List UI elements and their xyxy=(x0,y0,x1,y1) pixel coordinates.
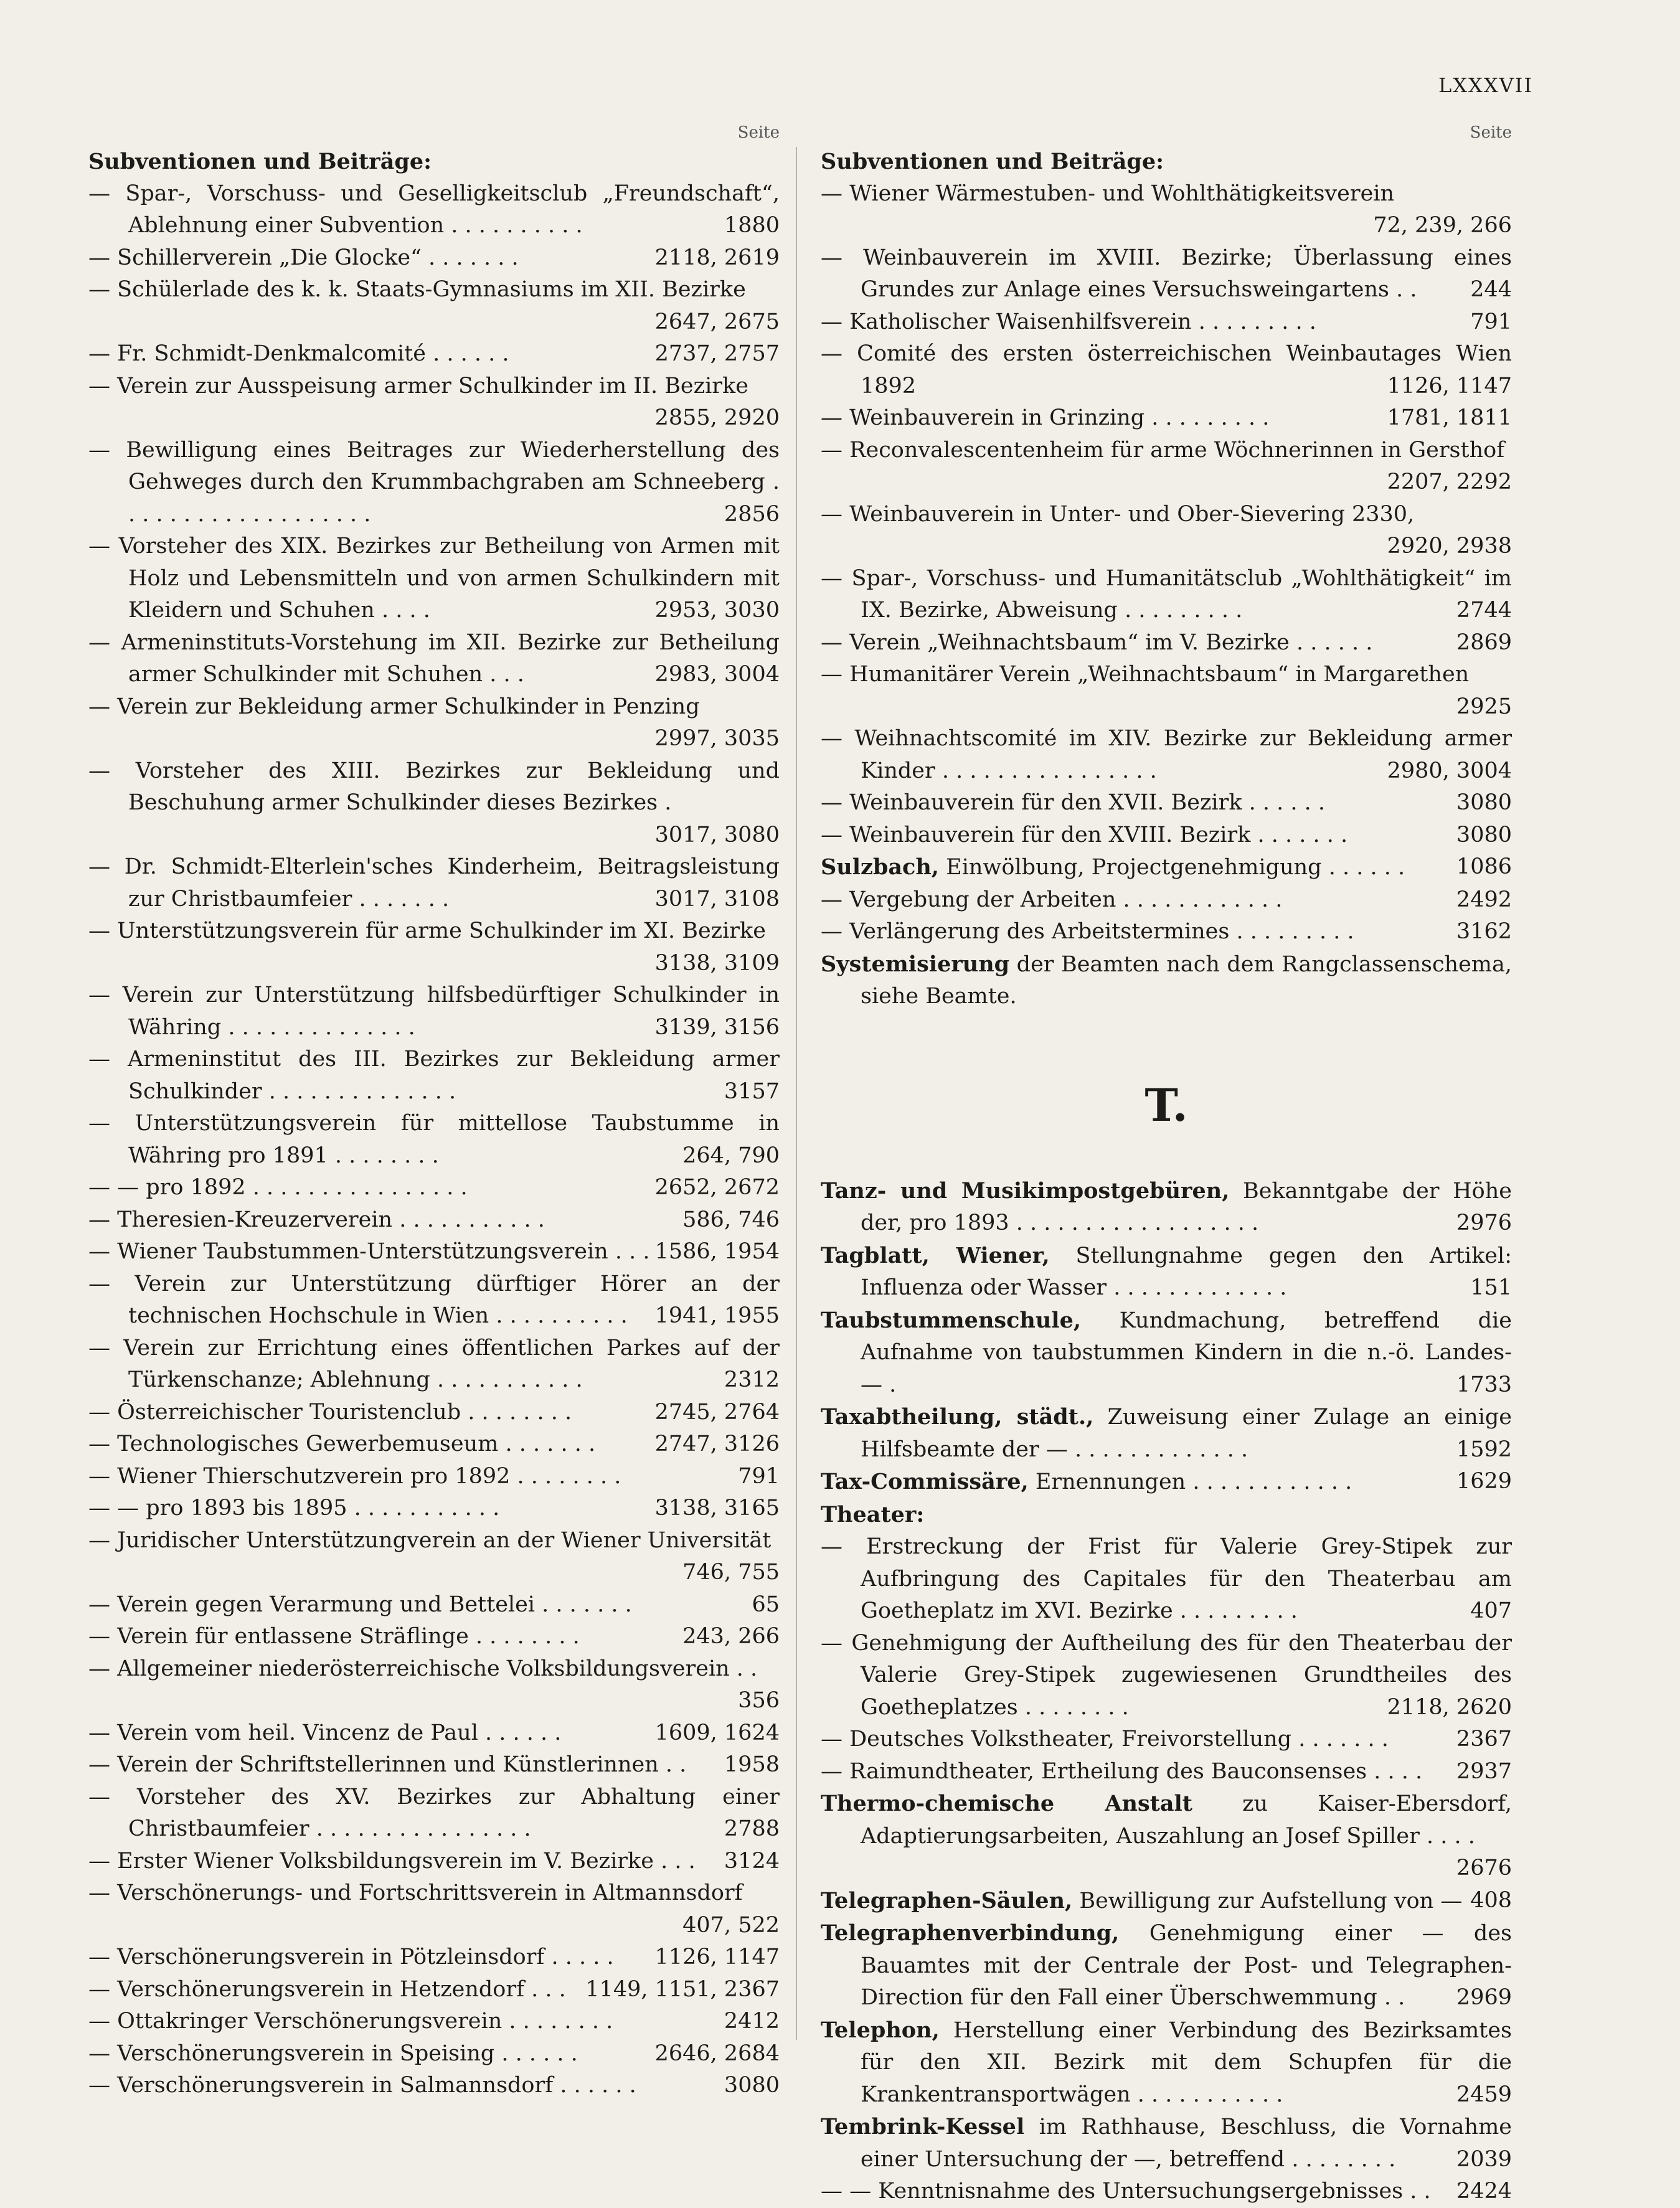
entry-keyword: Thermo-chemische Anstalt xyxy=(821,1791,1192,1816)
entry-page-ref: 65 xyxy=(752,1592,780,1617)
entry-page-ref: 72, 239, 266 xyxy=(1373,213,1512,238)
index-entry xyxy=(821,1788,1512,1885)
index-entry xyxy=(88,178,780,242)
entry-keyword: Telegraphen-Säulen, xyxy=(821,1887,1073,1913)
index-entry xyxy=(88,1428,780,1461)
entry-page-ref: 2869 xyxy=(1456,630,1512,655)
entry-page-ref: 3139, 3156 xyxy=(654,1014,780,1040)
entry-text: — Verschönerungsverein in Salmannsdorf . . . . . . xyxy=(88,2073,636,2098)
index-entry xyxy=(88,691,780,755)
right-column xyxy=(821,122,1512,2208)
entry-keyword: Taubstummenschule, xyxy=(821,1307,1082,1333)
entry-text: — Wiener Wärmestuben- und Wohlthätigkeitsverein xyxy=(821,181,1395,206)
entry-page-ref: 407 xyxy=(1470,1598,1512,1623)
index-entry xyxy=(88,1172,780,1204)
entry-text: — Schillerverein „Die Glocke“ . . . . . . . xyxy=(88,245,519,270)
index-entry xyxy=(88,531,780,627)
entry-text: — Österreichischer Touristenclub . . . . . . . . xyxy=(88,1399,572,1425)
entry-text: Einwölbung, Projectgenehmigung . . . . . . xyxy=(946,855,1405,880)
entry-keyword: Telephon, xyxy=(821,2017,940,2043)
left-column xyxy=(88,122,780,2102)
index-entry xyxy=(821,1917,1512,2014)
entry-page-ref: 407, 522 xyxy=(682,1912,780,1938)
index-entry xyxy=(821,787,1512,819)
entry-page-ref: 2646, 2684 xyxy=(654,2041,780,2066)
entry-keyword: Telegraphenverbindung, xyxy=(821,1920,1120,1946)
entry-page-ref: 2744 xyxy=(1456,598,1512,623)
entry-text: — — Kenntnisnahme des Untersuchungsergebnisses . . xyxy=(821,2179,1431,2204)
entry-text: — Verschönerungsverein in Pötzleinsdorf . . . . . xyxy=(88,1945,614,1970)
entry-page-ref: 2969 xyxy=(1456,1985,1512,2010)
index-entry xyxy=(821,1885,1512,1918)
section-heading: Subventionen und Beiträge: xyxy=(88,149,432,174)
index-entry xyxy=(88,1525,780,1589)
entry-page-ref: 244 xyxy=(1470,277,1512,302)
entry-keyword: Tembrink-Kessel xyxy=(821,2114,1025,2140)
index-entry xyxy=(821,851,1512,884)
entry-page-ref: 2983, 3004 xyxy=(654,662,780,687)
index-entry xyxy=(821,659,1512,723)
entry-page-ref: 2855, 2920 xyxy=(654,405,780,430)
entry-page-ref: 3138, 3165 xyxy=(654,1496,780,1521)
index-entry xyxy=(821,1305,1512,1402)
entry-text: — Verein vom heil. Vincenz de Paul . . . . . . xyxy=(88,1720,562,1745)
entry-page-ref: 3138, 3109 xyxy=(654,950,780,976)
index-entry xyxy=(88,435,780,531)
index-entry xyxy=(821,819,1512,852)
index-entry xyxy=(88,1846,780,1878)
entry-text: — Comité des ersten österreichischen Weinbautages Wien 1892 xyxy=(821,341,1512,399)
entry-page-ref: 2652, 2672 xyxy=(654,1175,780,1200)
index-entry xyxy=(88,915,780,979)
entry-page-ref: 2788 xyxy=(724,1816,780,1841)
index-entry xyxy=(88,1941,780,1974)
entry-page-ref: 1733 xyxy=(1456,1372,1512,1397)
entry-page-ref: 791 xyxy=(1470,309,1512,334)
entry-page-ref: 2737, 2757 xyxy=(654,341,780,366)
entry-text: — Ottakringer Verschönerungsverein . . . . . . . . xyxy=(88,2009,613,2034)
entry-page-ref: 3080 xyxy=(1456,790,1512,815)
entry-page-ref: 2920, 2938 xyxy=(1387,534,1512,559)
index-entry xyxy=(88,1781,780,1846)
index-entry xyxy=(88,1268,780,1333)
index-entry xyxy=(821,563,1512,627)
index-entry xyxy=(88,1493,780,1525)
entry-text: — — pro 1893 bis 1895 . . . . . . . . . . . xyxy=(88,1496,500,1521)
entry-text: im Rathhause, Beschluss, die Vornahme einer Untersuchung der —, betreffend . . . . . . . . xyxy=(861,2115,1512,2172)
seite-label: Seite xyxy=(1470,123,1512,142)
index-entry xyxy=(88,1204,780,1237)
entry-text: — Vorsteher des XIII. Bezirkes zur Bekleidung und Beschuhung armer Schulkinder dieses Bezirkes . xyxy=(88,758,780,815)
entry-text: — Spar-, Vorschuss- und Humanitätsclub „Wohlthätigkeit“ im IX. Bezirke, Abweisung . . . . . . . . . xyxy=(821,565,1512,623)
entry-text: Ernennungen . . . . . . . . . . . . xyxy=(1035,1470,1352,1494)
index-entry xyxy=(88,1621,780,1653)
index-entry xyxy=(88,1044,780,1108)
entry-page-ref: 1149, 1151, 2367 xyxy=(585,1976,780,2002)
entry-text: Zuweisung einer Zulage an einige Hilfsbeamte der — . . . . . . . . . . . . . xyxy=(861,1405,1512,1462)
entry-text: — — pro 1892 . . . . . . . . . . . . . . . . xyxy=(88,1175,468,1200)
index-entry xyxy=(88,2006,780,2038)
entry-text: — Spar-, Vorschuss- und Geselligkeitsclub „Freundschaft“, Ablehnung einer Subvention . . . . . . . . . . xyxy=(88,181,780,238)
entry-text: — Verein zur Unterstützung dürftiger Hörer an der technischen Hochschule in Wien . . . . . . . . . . xyxy=(88,1271,780,1328)
entry-page-ref: 2937 xyxy=(1456,1758,1512,1784)
index-entry xyxy=(821,402,1512,435)
index-entry xyxy=(88,1589,780,1621)
entry-page-ref: 2207, 2292 xyxy=(1387,469,1512,494)
entry-page-ref: 2367 xyxy=(1456,1727,1512,1752)
entry-text: — Technologisches Gewerbemuseum . . . . . . . xyxy=(88,1432,596,1456)
entry-text: — Verein zur Bekleidung armer Schulkinder in Penzing xyxy=(88,694,700,719)
left-entry-list xyxy=(88,178,780,2102)
entry-keyword: Tagblatt, Wiener, xyxy=(821,1242,1050,1268)
entry-page-ref: 1629 xyxy=(1456,1469,1512,1494)
entry-text: — Fr. Schmidt-Denkmalcomité . . . . . . xyxy=(88,341,509,366)
entry-text: — Weinbauverein in Grinzing . . . . . . . . . xyxy=(821,405,1270,430)
index-entry xyxy=(88,1333,780,1397)
entry-text: — Raimundtheater, Ertheilung des Bauconsenses . . . . xyxy=(821,1758,1423,1784)
index-entry xyxy=(88,1108,780,1172)
index-entry xyxy=(821,2014,1512,2111)
section-heading: Subventionen und Beiträge: xyxy=(821,149,1164,174)
index-entry xyxy=(821,948,1512,1013)
entry-page-ref: 2424 xyxy=(1456,2179,1512,2204)
index-entry xyxy=(821,1401,1512,1466)
index-entry xyxy=(821,916,1512,948)
entry-page-ref: 264, 790 xyxy=(682,1143,780,1168)
entry-page-ref: 2980, 3004 xyxy=(1387,758,1512,783)
entry-text: — Juridischer Unterstützungverein an der Wiener Universität xyxy=(88,1527,772,1553)
entry-text: — Schülerlade des k. k. Staats-Gymnasiums im XII. Bezirke xyxy=(88,277,746,302)
index-entry xyxy=(821,1240,1512,1305)
entry-text: — Weinbauverein im XVIII. Bezirke; Überlassung eines Grundes zur Anlage eines Versuchsweingartens . . xyxy=(821,245,1512,302)
right-entry-list xyxy=(821,178,1512,852)
index-entry xyxy=(88,1974,780,2006)
seite-label: Seite xyxy=(737,123,780,142)
entry-text: — Unterstützungsverein für arme Schulkinder im XI. Bezirke xyxy=(88,918,766,943)
entry-text: — Verschönerungsverein in Hetzendorf . . . xyxy=(88,1976,566,2002)
index-entry xyxy=(821,1724,1512,1756)
entry-text: — Wiener Thierschutzverein pro 1892 . . . . . . . . xyxy=(88,1463,621,1489)
index-entry xyxy=(821,435,1512,499)
entry-text: — Weinbauverein in Unter- und Ober-Sievering 2330, xyxy=(821,501,1415,527)
index-entry xyxy=(88,1749,780,1781)
index-entry xyxy=(821,242,1512,306)
entry-keyword: Tanz- und Musikimpostgebüren, xyxy=(821,1177,1230,1204)
entry-page-ref: 1781, 1811 xyxy=(1387,405,1512,430)
entry-text: — Verein „Weihnachtsbaum“ im V. Bezirke . . . . . . xyxy=(821,630,1373,655)
index-entry xyxy=(88,1653,780,1717)
entry-text: Bekanntgabe der Höhe der, pro 1893 . . . . . . . . . . . . . . . . . . xyxy=(861,1178,1512,1235)
index-entry xyxy=(88,2070,780,2102)
index-entry xyxy=(88,2038,780,2070)
entry-page-ref: 1592 xyxy=(1456,1437,1512,1462)
entry-page-ref: 1609, 1624 xyxy=(654,1720,780,1745)
index-entry xyxy=(88,274,780,338)
entry-text: — Unterstützungsverein für mittellose Taubstumme in Währing pro 1891 . . . . . . . . xyxy=(88,1111,780,1168)
entry-text: — Verein der Schriftstellerinnen und Künstlerinnen . . xyxy=(88,1752,687,1777)
entry-text: — Wiener Taubstummen-Unterstützungsverein . . . xyxy=(88,1239,650,1264)
index-entry xyxy=(821,338,1512,402)
entry-page-ref: 151 xyxy=(1470,1275,1512,1300)
entry-text: — Vorsteher des XV. Bezirkes zur Abhaltung einer Christbaumfeier . . . . . . . . . . . . . . . . xyxy=(88,1784,780,1841)
entry-text: — Genehmigung der Auftheilung des für den Theaterbau der Valerie Grey-Stipek zugewiesenen Grundtheiles des Goetheplatzes . . . . . . . . xyxy=(821,1630,1512,1720)
index-entry xyxy=(821,2176,1512,2208)
entry-text: — Bewilligung eines Beitrages zur Wiederherstellung des Gehweges durch den Krummbachgraben am Schneeberg . . . . . . . . . . . . . . . . . . . xyxy=(88,437,780,527)
entry-keyword: Sulzbach, xyxy=(821,854,939,880)
entry-text: Bewilligung zur Aufstellung von — xyxy=(1079,1888,1463,1913)
entry-page-ref: 3162 xyxy=(1456,919,1512,944)
entry-page-ref: 3017, 3080 xyxy=(654,822,780,847)
entry-page-ref: 2039 xyxy=(1456,2146,1512,2172)
entry-page-ref: 2118, 2620 xyxy=(1387,1694,1512,1720)
entry-text: Stellungnahme gegen den Artikel: Influenza oder Wasser . . . . . . . . . . . . . xyxy=(861,1243,1512,1300)
entry-page-ref: 1086 xyxy=(1456,854,1512,879)
entry-text: — Verein zur Ausspeisung armer Schulkinder im II. Bezirke xyxy=(88,373,748,399)
entry-text: — Erster Wiener Volksbildungsverein im V. Bezirke . . . xyxy=(88,1848,696,1874)
index-entry xyxy=(88,851,780,915)
entry-page-ref: 2118, 2619 xyxy=(654,245,780,270)
index-entry xyxy=(821,1499,1512,1532)
entry-page-ref: 2412 xyxy=(724,2009,780,2034)
index-entry xyxy=(88,1236,780,1268)
entry-text: der Beamten nach dem Rangclassenschema, siehe Beamte. xyxy=(861,951,1512,1009)
index-entry xyxy=(88,755,780,852)
index-entry xyxy=(821,723,1512,787)
entry-text: — Armeninstitut des III. Bezirkes zur Bekleidung armer Schulkinder . . . . . . . . . . . . . . xyxy=(88,1047,780,1104)
entry-text: — Verein gegen Verarmung und Bettelei . . . . . . . xyxy=(88,1592,632,1617)
entry-page-ref: 1941, 1955 xyxy=(654,1303,780,1328)
entry-text: — Humanitärer Verein „Weihnachtsbaum“ in Margarethen xyxy=(821,662,1470,687)
entry-page-ref: 2647, 2675 xyxy=(654,309,780,334)
entry-text: — Verlängerung des Arbeitstermines . . . . . . . . . xyxy=(821,919,1354,944)
entry-text: zu Kaiser-Ebersdorf, Adaptierungsarbeiten, Auszahlung an Josef Spiller . . . . xyxy=(861,1791,1512,1849)
entry-text: — Weihnachtscomité im XIV. Bezirke zur Bekleidung armer Kinder . . . . . . . . . . . . . . . . xyxy=(821,726,1512,783)
entry-page-ref: 2459 xyxy=(1456,2082,1512,2107)
entry-page-ref: 2676 xyxy=(1456,1856,1512,1880)
entry-page-ref: 3080 xyxy=(724,2073,780,2098)
entry-text: Kundmachung, betreffend die Aufnahme von taubstummen Kindern in die n.-ö. Landes- — . xyxy=(861,1308,1512,1397)
entry-keyword: Theater: xyxy=(821,1501,925,1527)
section-letter: T. xyxy=(1144,1078,1188,1131)
index-entry xyxy=(88,1397,780,1429)
entry-text: — Verschönerungs- und Fortschrittsverein in Altmannsdorf xyxy=(88,1880,743,1905)
entry-text: — Erstreckung der Frist für Valerie Grey-Stipek zur Aufbringung des Capitales für den Theaterbau am Goetheplatz im XVI. Bezirke . . . . . . . . . xyxy=(821,1534,1512,1623)
entry-page-ref: 1126, 1147 xyxy=(654,1945,780,1970)
entry-page-ref: 2953, 3030 xyxy=(654,598,780,623)
index-entry xyxy=(821,2111,1512,2176)
entry-page-ref: 2745, 2764 xyxy=(654,1399,780,1425)
entry-text: — Armeninstituts-Vorstehung im XII. Bezirke zur Betheilung armer Schulkinder mit Schuhen . . . xyxy=(88,630,780,687)
entry-text: — Weinbauverein für den XVII. Bezirk . . . . . . xyxy=(821,790,1326,815)
page-number: LXXXVII xyxy=(1438,73,1533,97)
entry-page-ref: 586, 746 xyxy=(682,1207,780,1232)
index-entry xyxy=(88,370,780,435)
entry-text: — Deutsches Volkstheater, Freivorstellung . . . . . . . xyxy=(821,1727,1389,1752)
entry-text: — Dr. Schmidt-Elterlein'sches Kinderheim, Beitragsleistung zur Christbaumfeier . . . . . . . xyxy=(88,854,780,912)
entry-text: — Vergebung der Arbeiten . . . . . . . . . . . . xyxy=(821,887,1283,912)
entry-page-ref: 1958 xyxy=(724,1752,780,1777)
entry-page-ref: 1586, 1954 xyxy=(654,1239,780,1264)
t-entry-list xyxy=(821,1175,1512,2208)
entry-text: — Katholischer Waisenhilfsverein . . . . . . . . . xyxy=(821,309,1316,334)
entry-text: Genehmigung einer — des Bauamtes mit der Centrale der Post- und Telegraphen-Direction für den Fall einer Überschwemmung . . xyxy=(861,1921,1512,2010)
index-entry xyxy=(88,1877,780,1941)
index-entry xyxy=(821,627,1512,659)
index-entry xyxy=(88,979,780,1044)
entry-text: — Allgemeiner niederösterreichische Volksbildungsverein . . xyxy=(88,1656,758,1681)
entry-keyword: Taxabtheilung, städt., xyxy=(821,1404,1094,1430)
entry-text: — Theresien-Kreuzerverein . . . . . . . . . . . xyxy=(88,1207,545,1232)
entry-text: — Verein zur Unterstützung hilfsbedürftiger Schulkinder in Währing . . . . . . . . . . . . . . xyxy=(88,983,780,1040)
column-divider xyxy=(796,147,797,2040)
entry-page-ref: 2925 xyxy=(1456,694,1512,719)
entry-keyword: Tax-Commissäre, xyxy=(821,1469,1029,1494)
entry-page-ref: 1880 xyxy=(724,213,780,238)
entry-keyword: Systemisierung xyxy=(821,951,1010,977)
index-entry xyxy=(821,1756,1512,1788)
entry-page-ref: 791 xyxy=(738,1463,780,1489)
entry-text: — Vorsteher des XIX. Bezirkes zur Betheilung von Armen mit Holz und Lebensmitteln und von armen Schulkindern mit Kleidern und Schuhen . . . . xyxy=(88,534,780,623)
entry-text: — Reconvalescentenheim für arme Wöchnerinnen in Gersthof xyxy=(821,437,1505,463)
entry-text: Herstellung einer Verbindung des Bezirksamtes für den XII. Bezirk mit dem Schupfen für die Krankentransportwägen . . . . . . . . . . . xyxy=(861,2017,1512,2107)
index-entry xyxy=(821,1175,1512,1240)
index-entry xyxy=(88,1461,780,1493)
entry-page-ref: 243, 266 xyxy=(682,1624,780,1649)
entry-page-ref: 3157 xyxy=(724,1078,780,1104)
index-entry xyxy=(821,499,1512,563)
entry-page-ref: 2312 xyxy=(724,1367,780,1392)
entry-page-ref: 3124 xyxy=(724,1848,780,1874)
entry-page-ref: 3017, 3108 xyxy=(654,886,780,912)
entry-page-ref: 2997, 3035 xyxy=(654,726,780,751)
entry-page-ref: 408 xyxy=(1470,1887,1512,1913)
index-entry xyxy=(821,178,1512,242)
index-entry xyxy=(821,1628,1512,1724)
index-entry xyxy=(821,306,1512,339)
entry-text: — Verschönerungsverein in Speising . . . . . . xyxy=(88,2041,578,2066)
index-entry xyxy=(821,1466,1512,1499)
index-entry xyxy=(821,1531,1512,1628)
entry-page-ref: 2976 xyxy=(1456,1210,1512,1235)
entry-page-ref: 2747, 3126 xyxy=(654,1432,780,1456)
entry-text: — Weinbauverein für den XVIII. Bezirk . . . . . . . xyxy=(821,822,1348,847)
entry-text: — Verein für entlassene Sträflinge . . . . . . . . xyxy=(88,1624,580,1649)
s-entry-list xyxy=(821,851,1512,1013)
entry-page-ref: 1126, 1147 xyxy=(1387,373,1512,399)
index-entry xyxy=(88,627,780,691)
entry-text: — Verein zur Errichtung eines öffentlichen Parkes auf der Türkenschanze; Ablehnung . . . . . . . . . . . xyxy=(88,1335,780,1392)
entry-page-ref: 746, 755 xyxy=(682,1560,780,1585)
index-entry xyxy=(88,242,780,275)
entry-page-ref: 2492 xyxy=(1456,887,1512,912)
entry-page-ref: 356 xyxy=(738,1688,780,1713)
entry-page-ref: 2856 xyxy=(724,501,780,527)
index-entry xyxy=(88,1717,780,1750)
index-entry xyxy=(821,884,1512,917)
entry-page-ref: 3080 xyxy=(1456,822,1512,847)
index-entry xyxy=(88,338,780,370)
